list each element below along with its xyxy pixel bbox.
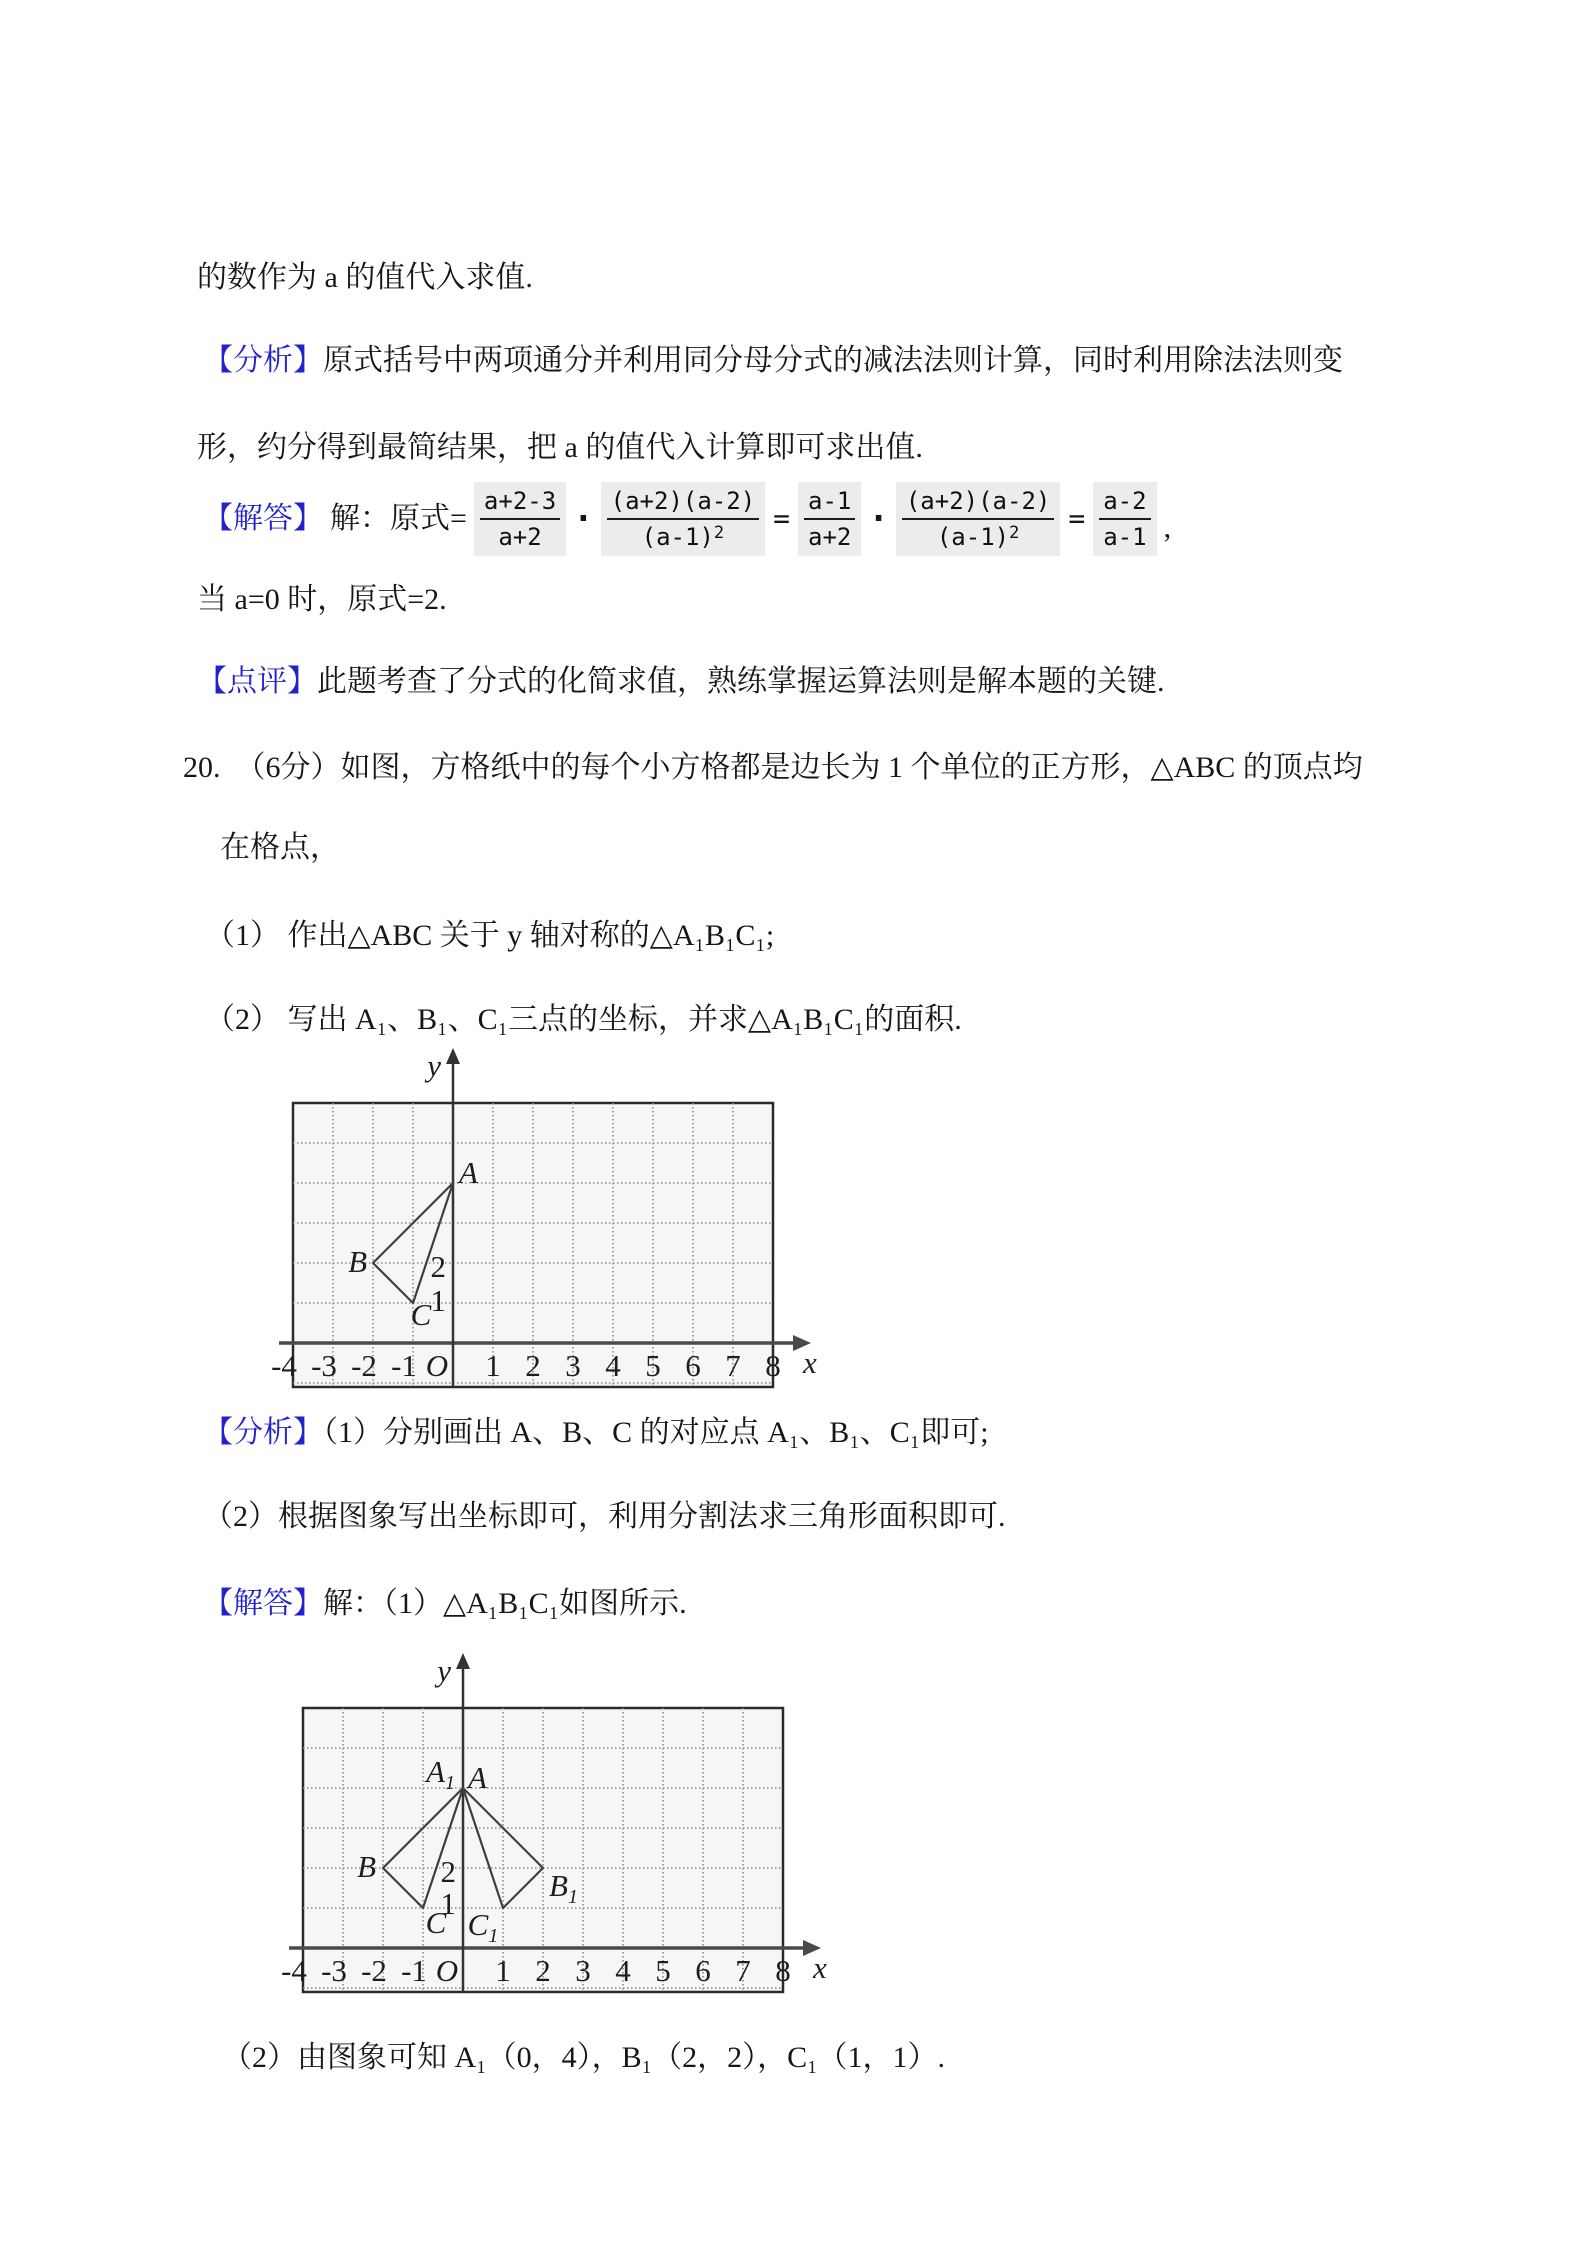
fraction-denominator [937, 520, 1020, 552]
q19-solution-formula [203, 482, 1171, 556]
fraction-numerator: (a+2)(a-2) [607, 486, 760, 520]
denominator-base: (a-1) [936, 523, 1010, 551]
fraction-denominator: a-1 [1103, 523, 1147, 551]
q20-part1-line: （1） 作出△ABC 关于 y 轴对称的△A₁B₁C₁; [205, 919, 775, 952]
solution-text: 解：（1）△A₁B₁C₁如图所示. [323, 1587, 687, 1620]
x-tick-label: 2 [525, 1348, 541, 1383]
x-tick-label: 7 [735, 1953, 751, 1988]
denominator-exponent: 2 [1009, 523, 1020, 543]
y-tick-label: 2 [430, 1249, 446, 1284]
q20-stem-line1: 20. （6分）如图，方格纸中的每个小方格都是边长为 1 个单位的正方形，△ABC 的顶点均 [183, 751, 1363, 784]
fraction-denominator [642, 520, 725, 552]
analysis-text: 原式括号中两项通分并利用同分母分式的减法法则计算，同时利用除法法则变 [323, 344, 1343, 377]
fraction-4 [896, 482, 1061, 556]
fraction-numerator: (a+2)(a-2) [902, 486, 1055, 520]
x-tick-label: 1 [495, 1953, 511, 1988]
analysis-text: （1）分别画出 A、B、C 的对应点 A₁、B₁、C₁即可; [323, 1416, 989, 1449]
x-tick-label: -2 [361, 1953, 387, 1988]
vertex-label-B1: $B_1$ [549, 1868, 578, 1908]
x-tick-label: -4 [281, 1953, 307, 1988]
q19-analysis-line1 [203, 341, 1343, 381]
x-tick-label: 4 [615, 1953, 631, 1988]
x-tick-label: -2 [351, 1348, 377, 1383]
vertex-label-C: C [410, 1297, 432, 1332]
y-tick-label: 2 [440, 1854, 456, 1889]
x-tick-label: -3 [311, 1348, 337, 1383]
equals-sign: = [773, 502, 791, 535]
x-tick-label: 1 [485, 1348, 501, 1383]
x-tick-label: -4 [271, 1348, 297, 1383]
x-tick-label: 5 [645, 1348, 661, 1383]
fraction-3 [798, 482, 861, 556]
x-tick-label: 2 [535, 1953, 551, 1988]
figure-coordinate-grid-1 [230, 1040, 830, 1400]
q19-comment-line [197, 662, 1165, 702]
y-axis-label: y [427, 1048, 441, 1083]
q20-analysis-line2: （2）根据图象写出坐标即可，利用分割法求三角形面积即可. [203, 1500, 1006, 1533]
x-axis-label: x [803, 1345, 817, 1380]
q20-solution-line1 [203, 1584, 687, 1624]
multiply-dot: · [573, 499, 594, 539]
q19-solution-line2: 当 a=0 时，原式=2. [197, 583, 447, 616]
fraction-denominator: a+2 [808, 523, 852, 551]
y-axis-arrow [456, 1653, 470, 1669]
origin-label: O [425, 1348, 449, 1383]
solution-label: 【解答】 [203, 1587, 323, 1620]
solution-lead: 解：原式= [330, 502, 467, 535]
fraction-numerator: a+2-3 [480, 486, 560, 520]
vertex-label-subscript: 1 [488, 1925, 499, 1947]
q20-part2-line: （2） 写出 A₁、B₁、C₁三点的坐标，并求△A₁B₁C₁的面积. [205, 1003, 962, 1036]
fraction-2 [601, 482, 766, 556]
y-axis-arrow [446, 1048, 460, 1064]
fraction-1 [474, 482, 566, 556]
vertex-label-C: C [425, 1905, 447, 1940]
vertex-label-C1: $C_1$ [467, 1907, 499, 1947]
x-tick-label: 7 [725, 1348, 741, 1383]
x-tick-label: 4 [605, 1348, 621, 1383]
multiply-dot: · [868, 499, 889, 539]
equals-sign: = [1068, 502, 1086, 535]
analysis-label: 【分析】 [203, 1416, 323, 1449]
x-tick-label: 8 [775, 1953, 791, 1988]
fraction-numerator: a-2 [1099, 486, 1150, 520]
origin-label: O [435, 1953, 459, 1988]
vertex-label-subscript: 1 [445, 1772, 455, 1794]
vertex-label-B: B [348, 1244, 367, 1279]
fraction-5 [1093, 482, 1156, 556]
denominator-exponent: 2 [713, 523, 725, 543]
analysis-label: 【分析】 [203, 344, 323, 377]
x-tick-label: 6 [685, 1348, 701, 1383]
x-tick-label: 3 [565, 1348, 581, 1383]
denominator-base: (a-1) [641, 523, 714, 551]
x-tick-label: 8 [765, 1348, 781, 1383]
x-tick-label: 6 [695, 1953, 711, 1988]
figure-coordinate-grid-2 [240, 1645, 840, 2005]
fraction-denominator: a+2 [498, 523, 542, 551]
q19-analysis-line2: 形，约分得到最简结果，把 a 的值代入计算即可求出值. [197, 431, 923, 464]
vertex-label-subscript: 1 [567, 1886, 578, 1908]
vertex-label-A: A [459, 1155, 478, 1190]
y-tick-label: 1 [440, 1886, 456, 1921]
y-tick-label: 1 [430, 1283, 446, 1318]
q20-conclusion-line: （2）由图象可知 A₁（0，4），B₁（2，2），C₁（1，1）. [222, 2041, 946, 2074]
vertex-label-A: A [468, 1760, 487, 1795]
x-tick-label: 5 [655, 1953, 671, 1988]
intro-line: 的数作为 a 的值代入求值. [197, 261, 533, 294]
formula-comma: , [1163, 511, 1172, 544]
solution-label: 【解答】 [203, 502, 323, 535]
y-tick-labels [431, 1249, 447, 1318]
q20-analysis-line1 [203, 1413, 989, 1453]
vertex-label-A1: $A_1$ [426, 1754, 455, 1794]
x-tick-label: -1 [401, 1953, 427, 1988]
q20-stem-line2: 在格点， [220, 831, 340, 864]
vertex-label-B: B [357, 1849, 376, 1884]
x-axis-label: x [813, 1950, 827, 1985]
y-axis-label: y [437, 1653, 451, 1688]
comment-label: 【点评】 [197, 665, 317, 698]
x-tick-label: -1 [391, 1348, 417, 1383]
fraction-numerator: a-1 [804, 486, 855, 520]
x-tick-label: -3 [321, 1953, 347, 1988]
x-tick-label: 3 [575, 1953, 591, 1988]
comment-text: 此题考查了分式的化简求值，熟练掌握运算法则是解本题的关键. [317, 665, 1165, 698]
